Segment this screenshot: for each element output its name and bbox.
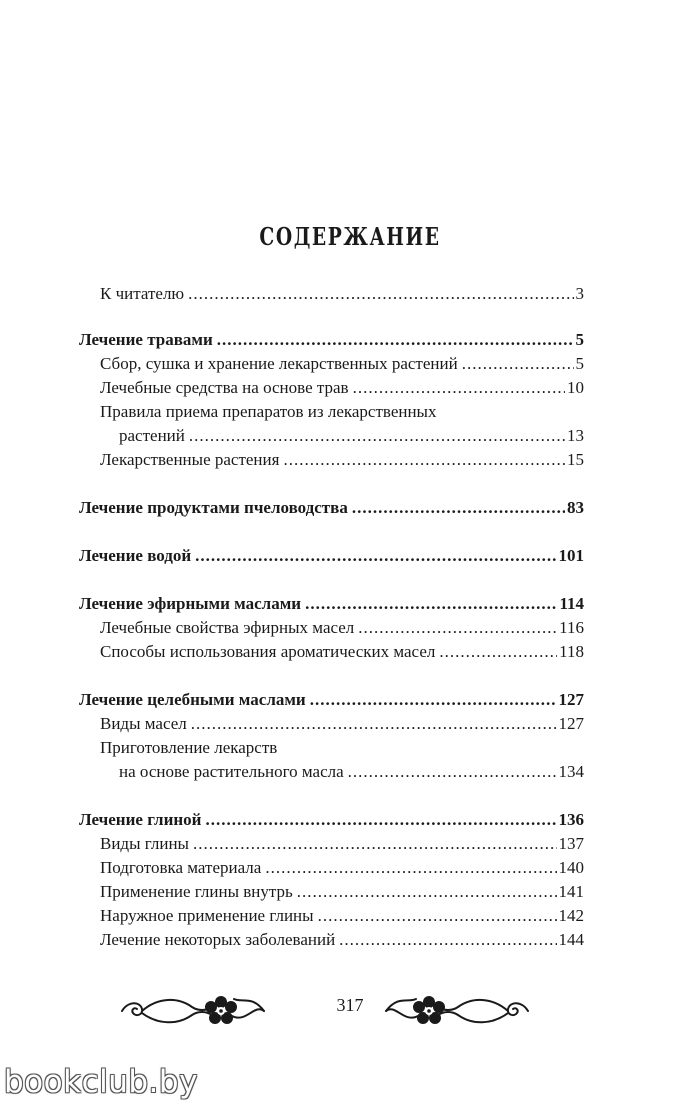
toc-entry-page: 5 [575,354,584,373]
toc-chapter[interactable] [79,328,584,352]
toc-chapter[interactable] [79,496,584,520]
toc-entry-title: Подготовка материала [100,858,262,877]
toc-entry-page: 116 [559,618,584,637]
dot-leader [310,688,557,712]
dot-leader [358,616,557,640]
dot-leader [297,880,557,904]
dot-leader [265,856,556,880]
toc-entry-page: 141 [558,882,584,901]
toc-entry[interactable] [79,760,584,784]
toc-entry-page: 140 [558,858,584,877]
dot-leader [353,376,565,400]
toc-entry[interactable] [79,832,584,856]
toc-entry-title: Применение глины внутрь [100,882,293,901]
toc-chapter-title: Лечение глиной [79,810,202,829]
toc-entry[interactable] [79,616,584,640]
page-footer [0,985,700,1035]
toc-entry-title: Способы использования ароматических масел [100,642,436,661]
toc-entry-title: Правила приема препаратов из лекарственных [100,402,437,421]
dot-leader [348,760,557,784]
toc-entry-title: Виды масел [100,714,187,733]
toc-entry-line[interactable] [79,400,584,424]
toc-chapter-page: 101 [558,546,584,565]
toc-chapter-title: Лечение целебными маслами [79,690,306,709]
toc-entry-title: Приготовление лекарств [100,738,278,757]
toc-entry[interactable] [79,856,584,880]
toc-entry-title: растений [119,426,185,445]
toc-entry-title: Сбор, сушка и хранение лекарственных растений [100,354,458,373]
toc-chapter[interactable] [79,592,584,616]
dot-leader [191,712,557,736]
dot-leader [305,592,557,616]
toc-entry[interactable] [79,352,584,376]
dot-leader [462,352,574,376]
toc-chapter[interactable] [79,688,584,712]
toc-entry-title: Лекарственные растения [100,450,280,469]
toc-entry[interactable] [79,712,584,736]
toc-entry[interactable] [79,282,584,306]
toc-chapter-page: 83 [567,498,584,517]
dot-leader [205,808,556,832]
dot-leader [318,904,557,928]
dot-leader [193,832,557,856]
toc-entry-title: Лечебные средства на основе трав [100,378,349,397]
toc-entry-title: К читателю [100,284,185,303]
toc-chapter-title: Лечение продуктами пчеловодства [79,498,348,517]
toc-chapter-page: 136 [558,810,584,829]
toc-entry-page: 127 [558,714,584,733]
dot-leader [189,424,565,448]
dot-leader [195,544,556,568]
dot-leader [352,496,565,520]
dot-leader [188,282,573,306]
dot-leader [283,448,565,472]
dot-leader [339,928,556,952]
toc-entry-line[interactable] [79,736,584,760]
toc-entry[interactable] [79,640,584,664]
toc-entry-title: Лечебные свойства эфирных масел [100,618,355,637]
dot-leader [439,640,557,664]
toc-entry-title: Лечение некоторых заболеваний [100,930,336,949]
page-number: 317 [336,995,364,1015]
toc-entry-title: Наружное применение глины [100,906,314,925]
right-flourish-ornament [382,985,532,1035]
toc-entry-page: 142 [558,906,584,925]
toc-chapter-title: Лечение водой [79,546,192,565]
toc-entry-title: на основе растительного масла [119,762,344,781]
toc-chapter[interactable] [79,808,584,832]
toc-chapter-title: Лечение травами [79,330,213,349]
dot-leader [217,328,574,352]
toc-chapter-page: 127 [558,690,584,709]
watermark: bookclub.by [4,1064,198,1100]
toc-chapter-title: Лечение эфирными маслами [79,594,302,613]
toc-entry-page: 137 [558,834,584,853]
toc-chapter-page: 5 [575,330,584,349]
toc-entry-page: 144 [558,930,584,949]
toc-entry[interactable] [79,904,584,928]
toc-entry[interactable] [79,880,584,904]
toc-entry-page: 3 [575,284,584,303]
table-of-contents [79,282,584,952]
toc-entry-page: 118 [559,642,584,661]
toc-entry[interactable] [79,928,584,952]
toc-entry-title: Виды глины [100,834,189,853]
contents-heading: СОДЕРЖАНИЕ [259,222,441,251]
toc-entry[interactable] [79,424,584,448]
toc-entry-page: 10 [567,378,584,397]
toc-entry-page: 15 [567,450,584,469]
toc-entry-page: 13 [567,426,584,445]
toc-chapter-page: 114 [559,594,584,613]
toc-entry-page: 134 [558,762,584,781]
toc-chapter[interactable] [79,544,584,568]
toc-entry[interactable] [79,376,584,400]
toc-entry[interactable] [79,448,584,472]
